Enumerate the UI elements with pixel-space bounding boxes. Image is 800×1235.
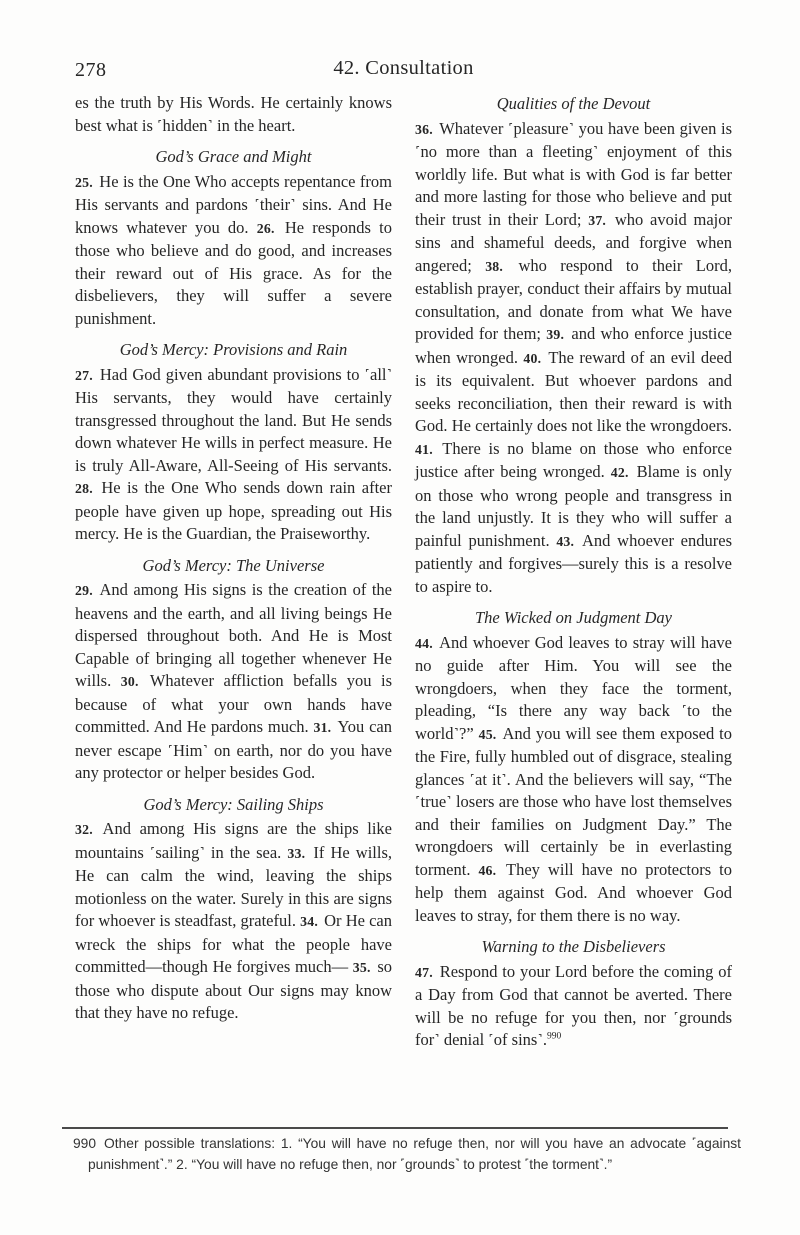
- section-heading: Qualities of the Devout: [496, 94, 651, 113]
- verse-text: Respond to your Lord before the coming of a Day from God that cannot be averted. There will be no refuge for you then, nor ˹grounds for˺ denial ˹of sins˺.: [415, 961, 732, 1049]
- section-heading: The Wicked on Judgment Day: [474, 608, 673, 627]
- verse-text: es the truth by His Words. He certainly knows best what is ˹hidden˺ in the heart.: [75, 93, 392, 135]
- footnote: [73, 1134, 741, 1175]
- section-heading: God’s Grace and Might: [155, 147, 312, 166]
- verse-number: 30.: [120, 674, 139, 689]
- verse-paragraph: [75, 171, 392, 331]
- verse-number: 40.: [523, 350, 542, 366]
- verse-text: so those who dispute about Our signs may know that they have no refuge.: [75, 957, 393, 1022]
- verse-number: 39.: [546, 327, 565, 342]
- verse-paragraph: [415, 632, 732, 928]
- verse-text: Whatever ˹pleasure˺ you have been given is ˹no more than a fleeting˺ enjoyment of this worldly life. But what is with God is far better and more lasting for those who believe and put their trust in their Lord;: [415, 118, 732, 229]
- verse-number: 31.: [313, 720, 332, 735]
- verse-number: 41.: [415, 441, 433, 457]
- section-heading: God’s Mercy: Provisions and Rain: [119, 340, 348, 359]
- verse-number: 47.: [415, 964, 433, 980]
- section-heading: God’s Mercy: The Universe: [142, 555, 325, 575]
- verse-paragraph: [75, 818, 392, 1025]
- text-columns: [75, 92, 732, 1052]
- verse-number: 26.: [256, 220, 275, 236]
- verse-text: He responds to those who believe and do good, and increases their reward out of His grace. As for the disbelievers, they will suffer a severe punishment.: [75, 217, 393, 328]
- page-number: 278: [75, 59, 107, 81]
- verse-text: And whoever endures patiently and forgives—surely this is a resolve to aspire to.: [415, 530, 732, 596]
- verse-number: 42.: [610, 465, 629, 480]
- verse-paragraph: [75, 364, 392, 546]
- verse-paragraph: [415, 961, 732, 1052]
- section-heading: God’s Mercy: Sailing Ships: [143, 794, 324, 814]
- verse-text: The reward of an evil deed is its equivalent. But whoever pardons and seeks reconciliation, then their reward is with God. He certainly does not like the wrongdoers.: [415, 347, 732, 435]
- verse-text: who respond to their Lord, establish prayer, conduct their affairs by mutual consultation, and donate from what We have provided for them;: [415, 255, 732, 343]
- right-column: [415, 92, 732, 1052]
- verse-paragraph: [415, 118, 732, 599]
- verse-number: 45.: [478, 726, 497, 742]
- verse-number: 34.: [300, 914, 318, 929]
- verse-text: Had God given abundant provisions to ˹all˺ His servants, they would have certainly transgressed throughout the land. But He sends down whatever He wills in perfect measure. He is truly All-Aware, All-Seeing of His servants.: [75, 364, 392, 475]
- verse-number: 28.: [75, 481, 93, 496]
- verse-text: and who enforce justice when wronged.: [415, 324, 732, 367]
- verse-text: There is no blame on those who enforce justice after being wronged.: [415, 438, 732, 481]
- verse-text: Whatever affliction befalls you is because of what your own hands have committed. And He pardons much.: [75, 671, 392, 736]
- verse-text: Blame is only on those who wrong people and transgress in the land unjustly. It is they who will suffer a painful punishment.: [415, 462, 732, 550]
- footnote-ref: 990: [546, 1031, 562, 1042]
- verse-text: He is the One Who accepts repentance from His servants and pardons ˹their˺ sins. And He knows whatever you do.: [75, 171, 392, 237]
- left-column: [75, 92, 392, 1052]
- verse-text: He is the One Who sends down rain after people have given up hope, spreading out His mercy. He is the Guardian, the Praiseworthy.: [75, 478, 392, 543]
- footnote-divider: [62, 1127, 728, 1129]
- verse-number: 44.: [415, 635, 433, 651]
- verse-paragraph: [75, 579, 392, 785]
- verse-number: 43.: [556, 533, 575, 549]
- verse-number: 37.: [588, 212, 607, 228]
- verse-paragraph: [75, 92, 392, 137]
- verse-number: 25.: [75, 174, 93, 190]
- verse-text: And whoever God leaves to stray will have no guide after Him. You will see the wrongdoers, when they face the torment, pleading, “Is there any way back ˹to the world˺?”: [415, 632, 732, 743]
- page-title: 42. Consultation: [333, 57, 474, 79]
- footnote-number: 990: [73, 1136, 97, 1151]
- verse-text: And among His signs is the creation of the heavens and the earth, and all living beings He dispersed throughout both. And He is Most Capable of bringing all together whenever He wills.: [75, 580, 392, 690]
- verse-number: 33.: [287, 845, 306, 861]
- verse-number: 38.: [485, 258, 504, 274]
- verse-text: who avoid major sins and shameful deeds, and forgive when angered;: [415, 209, 732, 275]
- verse-number: 32.: [75, 822, 93, 837]
- verse-number: 36.: [415, 121, 433, 137]
- verse-text: Or He can wreck the ships for what the people have committed—though He forgives much—: [75, 911, 392, 976]
- verse-number: 27.: [75, 367, 93, 383]
- verse-text: You can never escape ˹Him˺ on earth, nor do you have any protector or helper besides God.: [75, 717, 392, 782]
- verse-number: 46.: [478, 862, 497, 878]
- verse-text: If He wills, He can calm the wind, leaving the ships motionless on the water. Surely in this are signs for whoever is steadfast, grateful.: [75, 842, 392, 930]
- verse-number: 35.: [352, 960, 371, 975]
- verse-text: And you will see them exposed to the Fire, fully humbled out of disgrace, stealing glances ˹at it˺. And the believers will say, “The ˹true˺ losers are those who have lost themselves and their families on Judgment Day.” The wrongdoers will certainly be in everlasting torment.: [415, 723, 732, 879]
- footnote-text: Other possible translations: 1. “You will have no refuge then, nor will you have an advocate ˹against punishment˺.” 2. “You will have no refuge then, nor ˹grounds˺ to protest ˹the torment˺.”: [88, 1136, 741, 1172]
- verse-number: 29.: [75, 583, 93, 598]
- verse-text: They will have no protectors to help them against God. And whoever God leaves to stray, for them there is no way.: [415, 859, 733, 925]
- verse-text: And among His signs are the ships like mountains ˹sailing˺ in the sea.: [75, 819, 392, 862]
- section-heading: Warning to the Disbelievers: [481, 937, 666, 956]
- page-header: [75, 57, 732, 87]
